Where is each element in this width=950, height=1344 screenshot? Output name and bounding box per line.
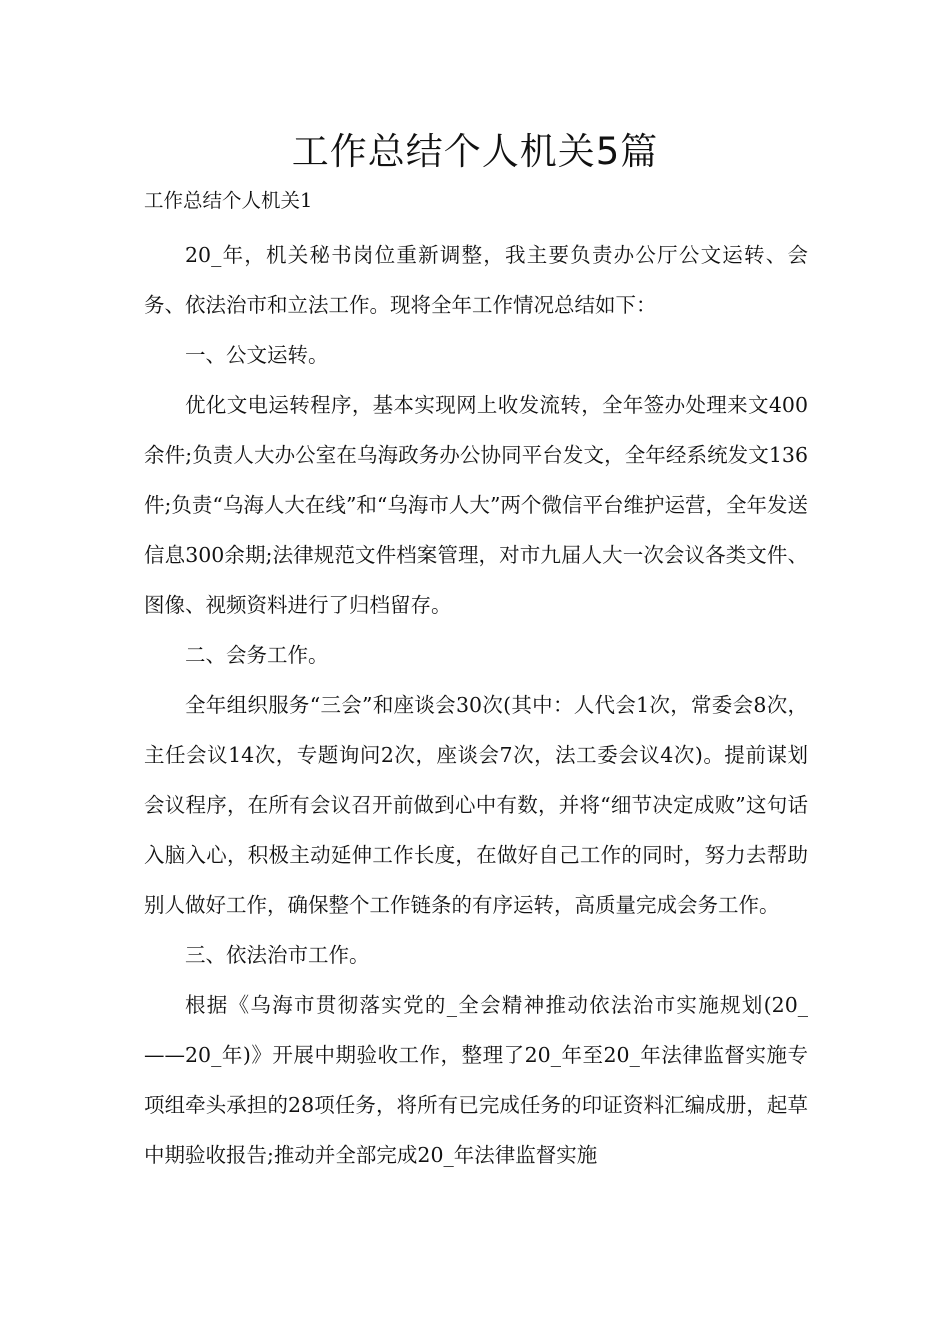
paragraph-intro: 20_年，机关秘书岗位重新调整，我主要负责办公厅公文运转、会务、依法治市和立法工作。现将全年工作情况总结如下： bbox=[144, 243, 808, 317]
paragraph-heading-1: 一、公文运转。 bbox=[185, 343, 329, 367]
document-title: 工作总结个人机关5篇 bbox=[291, 130, 659, 173]
paragraph-document-flow: 优化文电运转程序，基本实现网上收发流转，全年签办处理来文400余件;负责人大办公室在乌海政务办公协同平台发文，全年经系统发文136件;负责“乌海人大在线”和“乌海市人大”两个微信平台维护运营，全年发送信息300余期;法律规范文件档案管理，对市九届人大一次会议各类文件、图像、视频资料进行了归档留存。 bbox=[144, 393, 808, 617]
paragraph-heading-2: 二、会务工作。 bbox=[185, 643, 329, 667]
section-heading: 工作总结个人机关1 bbox=[144, 189, 313, 212]
paragraph-meetings: 全年组织服务“三会”和座谈会30次(其中：人代会1次，常委会8次，主任会议14次，专题询问2次，座谈会7次，法工委会议4次)。提前谋划会议程序，在所有会议召开前做到心中有数，并将“细节决定成败”这句话入脑入心，积极主动延伸工作长度，在做好自己工作的同时，努力去帮助别人做好工作，确保整个工作链条的有序运转，高质量完成会务工作。 bbox=[144, 693, 808, 917]
paragraph-rule-of-law: 根据《乌海市贯彻落实党的_全会精神推动依法治市实施规划(20_——20_年)》开展中期验收工作，整理了20_年至20_年法律监督实施专项组牵头承担的28项任务，将所有已完成任务的印证资料汇编成册，起草中期验收报告;推动并全部完成20_年法律监督实施 bbox=[144, 993, 808, 1167]
paragraph-heading-3: 三、依法治市工作。 bbox=[185, 943, 370, 967]
document-body bbox=[144, 230, 808, 1180]
